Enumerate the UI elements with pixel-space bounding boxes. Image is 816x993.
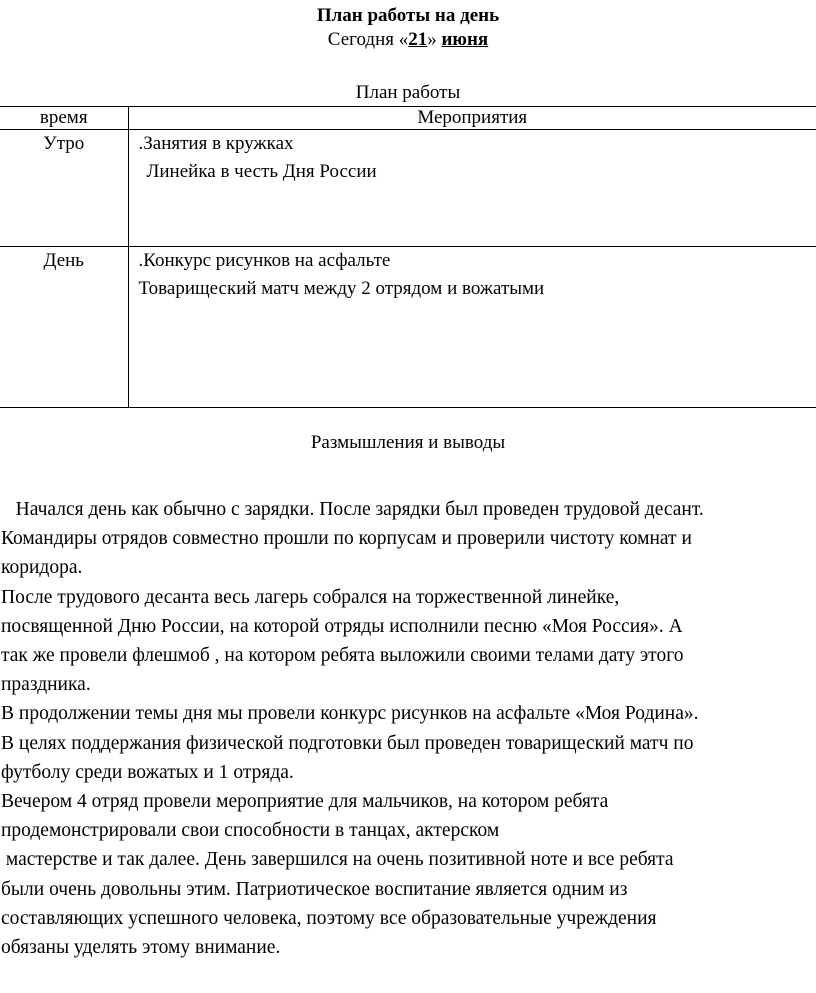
body-line: футболу среди вожатых и 1 отряда.	[1, 761, 294, 783]
body-line: Вечером 4 отряд провели мероприятие для мальчиков, на котором ребята	[1, 791, 609, 813]
time-cell: Утро	[0, 130, 128, 247]
event-item: .Занятия в кружках	[138, 133, 294, 154]
body-line: Начался день как обычно с зарядки. После зарядки был проведен трудовой десант.	[1, 499, 704, 520]
plan-table	[0, 106, 816, 408]
body-line: праздника.	[1, 674, 91, 696]
table-row	[0, 130, 816, 247]
events-cell	[128, 130, 816, 247]
page-title: План работы на день	[316, 5, 500, 26]
body-line: В продолжении темы дня мы провели конкурс рисунков на асфальте «Моя Родина».	[1, 703, 699, 725]
date-day: 21	[408, 29, 428, 50]
body-line: обязаны уделять этому внимание.	[1, 937, 281, 959]
date-month: июня	[441, 29, 489, 50]
body-line: В целях поддержания физической подготовки был проведен товарищеский матч по	[1, 732, 694, 754]
reflection-body	[1, 495, 815, 962]
time-cell: День	[0, 247, 128, 408]
body-line: продемонстрировали свои способности в танцах, актерском	[1, 820, 500, 842]
body-line: мастерстве и так далее. День завершился на очень позитивной ноте и все ребята	[1, 849, 674, 871]
body-line: так же провели флешмоб , на котором ребята выложили своими телами дату этого	[1, 645, 684, 667]
body-line: После трудового десанта весь лагерь собрался на торжественной линейке,	[1, 586, 620, 608]
column-header-events: Мероприятия	[128, 107, 816, 130]
column-header-time: время	[0, 107, 128, 130]
date-mid: »	[427, 29, 442, 50]
reflection-heading: Размышления и выводы	[310, 432, 506, 453]
body-line: Командиры отрядов совместно прошли по корпусам и проверили чистоту комнат и	[1, 528, 692, 550]
table-row	[0, 247, 816, 408]
body-line: были очень довольны этим. Патриотическое воспитание является одним из	[1, 878, 628, 900]
date-prefix: Сегодня «	[327, 29, 409, 50]
table-header-row	[0, 107, 816, 130]
event-item: Товарищеский матч между 2 отрядом и вожатыми	[138, 278, 545, 299]
body-line: посвященной Дню России, на которой отряды исполнили песню «Моя Россия». А	[1, 615, 683, 637]
event-item: .Конкурс рисунков на асфальте	[138, 250, 391, 271]
body-line: коридора.	[1, 557, 83, 579]
body-line: составляющих успешного человека, поэтому все образовательные учреждения	[1, 907, 657, 929]
event-item: Линейка в честь Дня России	[146, 161, 377, 182]
plan-caption: План работы	[355, 82, 461, 103]
events-cell	[128, 247, 816, 408]
date-line	[0, 29, 816, 51]
